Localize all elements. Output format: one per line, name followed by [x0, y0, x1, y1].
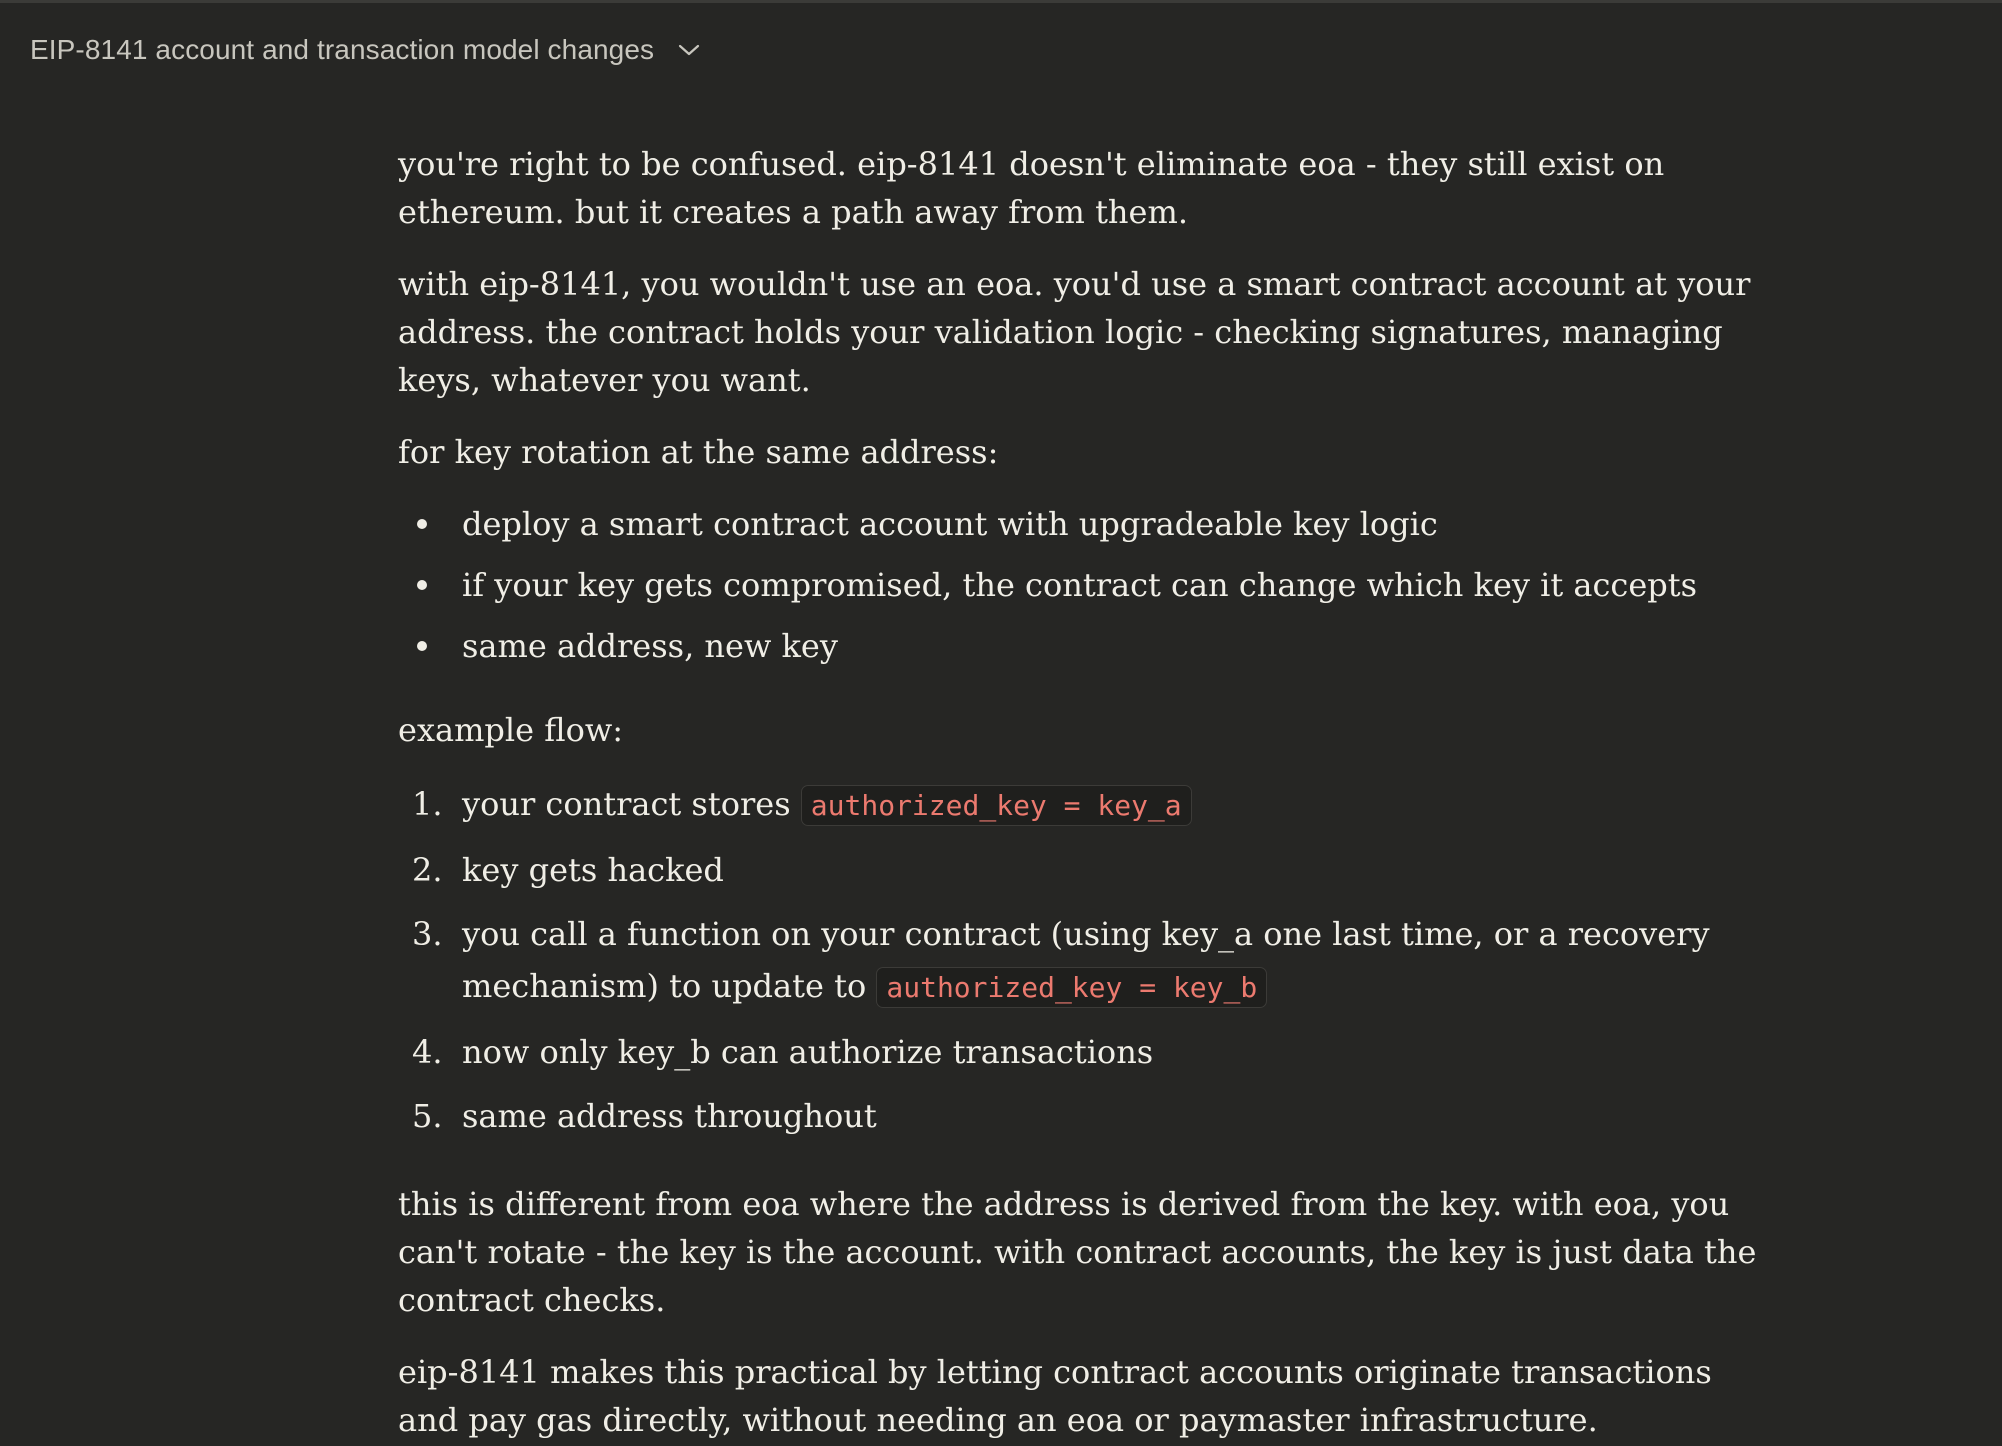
list-item	[398, 844, 1768, 896]
list-item-text: same address, new key	[462, 627, 838, 665]
list-item-text: same address throughout	[462, 1097, 877, 1135]
list-number: 5.	[412, 1097, 443, 1135]
bullet-icon	[417, 580, 427, 590]
message-paragraph: example flow:	[398, 711, 624, 749]
list-number: 4.	[412, 1033, 443, 1071]
list-item-text: deploy a smart contract account with upgradeable key logic	[462, 505, 1438, 543]
bullet-list	[398, 500, 1768, 670]
chevron-down-icon[interactable]	[676, 37, 702, 63]
conversation-title-dropdown[interactable]	[30, 30, 702, 70]
list-item	[398, 561, 1768, 609]
bullet-icon	[417, 519, 427, 529]
message-paragraph: for key rotation at the same address:	[398, 433, 999, 471]
list-item-text: your contract stores	[462, 785, 801, 823]
list-item	[398, 622, 1768, 670]
bullet-icon	[417, 641, 427, 651]
message-paragraph: eip-8141 makes this practical by letting contract accounts originate transactions and pay gas directly, without needing an eoa or paymaster infrastructure.	[398, 1353, 1712, 1439]
top-divider	[0, 0, 2002, 3]
list-item	[398, 1090, 1768, 1142]
list-number: 1.	[412, 785, 443, 823]
assistant-message	[398, 140, 1768, 1446]
list-number: 3.	[412, 915, 443, 953]
inline-code: authorized_key = key_a	[801, 785, 1192, 826]
list-number: 2.	[412, 851, 443, 889]
message-paragraph: with eip-8141, you wouldn't use an eoa. you'd use a smart contract account at your address. the contract holds your validation logic - checking signatures, managing keys, whatever you want.	[398, 265, 1751, 399]
list-item-text: if your key gets compromised, the contract can change which key it accepts	[462, 566, 1698, 604]
list-item	[398, 1026, 1768, 1078]
message-paragraph: this is different from eoa where the address is derived from the key. with eoa, you can't rotate - the key is the account. with contract accounts, the key is just data the contract checks.	[398, 1185, 1757, 1319]
list-item	[398, 778, 1768, 832]
conversation-title: EIP-8141 account and transaction model changes	[30, 34, 655, 65]
inline-code: authorized_key = key_b	[876, 967, 1267, 1008]
message-paragraph: you're right to be confused. eip-8141 doesn't eliminate eoa - they still exist on ethereum. but it creates a path away from them.	[398, 145, 1665, 231]
list-item-text: now only key_b can authorize transactions	[462, 1033, 1154, 1071]
numbered-list	[398, 778, 1768, 1142]
list-item-text: key gets hacked	[462, 851, 724, 889]
list-item	[398, 908, 1768, 1014]
list-item-text: you call a function on your contract (using key_a one last time, or a recovery mechanism) to update to	[462, 915, 1710, 1005]
list-item	[398, 500, 1768, 548]
